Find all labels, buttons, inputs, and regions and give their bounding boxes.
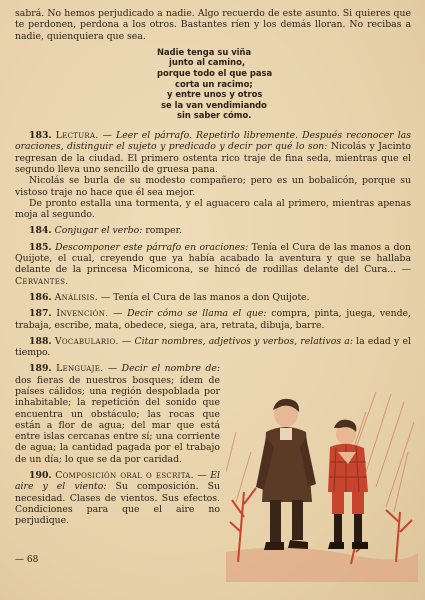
verse-block xyxy=(157,47,411,121)
ground xyxy=(226,547,418,582)
exercise-190: 190. Composición oral o escrita. — El aire y el viento: Su composición. Su necesidad. Clases de vientos. Sus efectos. Condiciones para que el aire no perjudique. xyxy=(15,470,220,527)
verse-line: sin saber cómo. xyxy=(177,110,252,121)
rain-streaks xyxy=(226,392,414,512)
verse-line: porque todo el que pasa xyxy=(157,68,273,79)
verse-line: junto al camino, xyxy=(169,57,246,68)
boy-right xyxy=(328,420,368,549)
exercise-183: 183. Lectura. — Leer el párrafo. Repetirlo libremente. Después reconocer las oraciones, distinguir el sujeto y predicado y decir por qué lo son: Nicolás y Jacinto regresan de la ciudad. El primero ostenta rico traje de fina seda, mientras que el segundo lleva uno sencillo de gruesa pana. xyxy=(15,130,411,175)
exercise-184: 184. Conjugar el verbo: romper. xyxy=(29,225,183,237)
page-number: — 68 xyxy=(15,554,39,565)
verse-line: Nadie tenga su viña xyxy=(157,46,252,57)
exercise-183-text: Nicolás se burla de su modesto compañero; pero es un bobalicón, porque su vistoso traje no hace que él sea mejor. xyxy=(15,175,411,198)
exercise-186: 186. Análisis. — Tenía el Cura de las manos a don Quijote. xyxy=(29,291,310,303)
verse-line: corta un racimo; xyxy=(175,78,253,89)
boys-in-rain-illustration xyxy=(226,392,418,582)
exercise-188: 188. Vocabulario. — Citar nombres, adjetivos y verbos, relativos a: la edad y el tiempo. xyxy=(15,335,411,359)
exercise-185: 185. Descomponer este párrafo en oraciones: Tenía el Cura de las manos a don Quijote, el cual, creyendo que ya había acabado la aventura y que se hallaba delante de la princesa Micomicona, se hincó de rodillas delante del Cura... — Cervantes. xyxy=(15,241,411,287)
verse-line: se la van vendimiando xyxy=(161,99,267,110)
boy-left xyxy=(256,399,316,550)
exercise-187: 187. Invención. — Decir cómo se llama el que: compra, pinta, juega, vende, trabaja, escribe, mata, obedece, siega, ara, retrata, dibuja, barre. xyxy=(15,308,411,331)
top-paragraph: sabrá. No hemos perjudicado a nadie. Algo recuerdo de este asunto. Si quieres que te perdonen, perdona a los otros. Bastantes ríen y los demás lloran. No recibas a nadie, quienquiera que sea. xyxy=(15,8,411,42)
exercise-189: 189. Lenguaje. — Decir el nombre de: dos fieras de nuestros bosques; ídem de países cálidos; una región despoblada por inhabitable; la repetición del sonido que encuentra un obstáculo; las rocas que están a flor de agua; del mar que está entre islas cercanas entre sí; una corriente de agua; la cantidad pagada por el trabajo de un día; lo que se da por caridad. xyxy=(15,363,220,465)
exercise-183-text: De pronto estalla una tormenta, y el aguacero cala al primero, mientras apenas moja al segundo. xyxy=(15,197,411,221)
verse-line: y entre unos y otros xyxy=(167,89,263,100)
